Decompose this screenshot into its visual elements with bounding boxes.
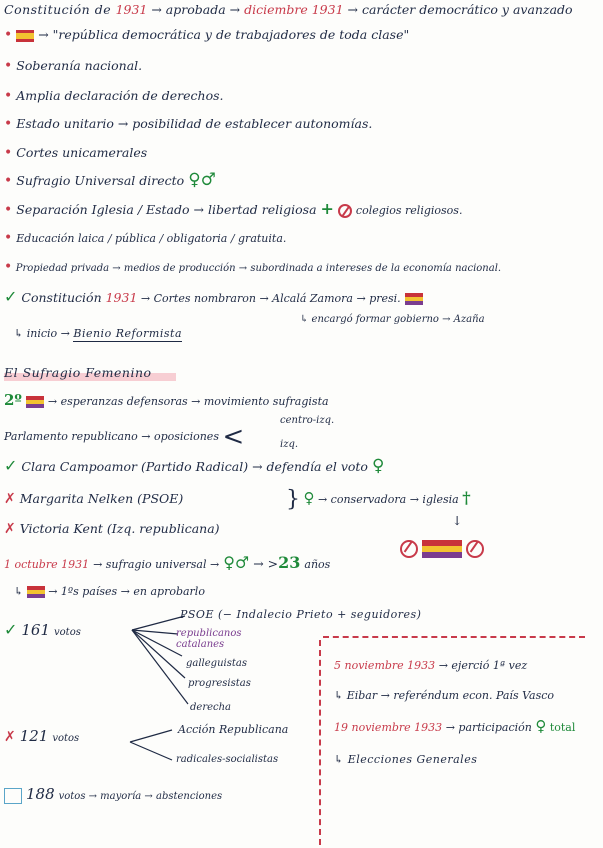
year: 1931 bbox=[115, 2, 148, 17]
text: Sufragio Universal directo bbox=[16, 173, 185, 188]
text: Constitución de bbox=[4, 2, 116, 17]
bullet-icon: • bbox=[4, 230, 13, 246]
text: Separación Iglesia / Estado → libertad religiosa bbox=[16, 202, 317, 217]
text: años bbox=[304, 558, 331, 571]
azana-line bbox=[300, 312, 485, 328]
bienio-line bbox=[14, 326, 182, 342]
bullet-line bbox=[4, 116, 372, 132]
eibar-line bbox=[334, 688, 554, 704]
bullet-line bbox=[4, 259, 501, 277]
check-icon: ✓ bbox=[4, 287, 18, 306]
text: → aprobada → bbox=[147, 2, 245, 17]
dashed-divider-left bbox=[319, 640, 321, 845]
text: → "república democrática y de trabajadores de toda clase" bbox=[38, 27, 410, 42]
cross-icon: ✗ bbox=[4, 521, 16, 537]
bienio-title: Bienio Reformista bbox=[73, 327, 183, 340]
check-icon: ✓ bbox=[4, 456, 18, 475]
bullet-icon: • bbox=[4, 259, 13, 275]
psoe-item bbox=[180, 607, 421, 623]
text: centro-izq. bbox=[280, 415, 335, 426]
nov5-line bbox=[334, 658, 527, 674]
bullet-republic bbox=[4, 27, 409, 43]
prohibited-icon bbox=[400, 540, 418, 558]
text: republicanos catalanes bbox=[176, 628, 242, 650]
votes-label: votos → mayoría → abstenciones bbox=[58, 791, 223, 802]
female-symbol-icon: ♀ bbox=[371, 456, 385, 476]
prohibited-icon bbox=[466, 540, 484, 558]
text: → carácter democrático y avanzado bbox=[343, 2, 573, 17]
text: total bbox=[549, 721, 576, 734]
section-title bbox=[4, 365, 152, 381]
vote-count: 121 bbox=[19, 727, 49, 745]
progressive-item bbox=[188, 676, 251, 692]
first-countries-line bbox=[14, 584, 205, 600]
text: Cortes unicamerales bbox=[16, 145, 148, 160]
bullet-icon: • bbox=[4, 58, 13, 74]
republic-flag-icon bbox=[405, 293, 423, 305]
text: Clara Campoamor (Partido Radical) → defendía el voto bbox=[21, 459, 368, 474]
elections-line bbox=[334, 752, 477, 768]
arrow: ↓ bbox=[452, 513, 463, 528]
text: → sufragio universal → bbox=[93, 558, 220, 571]
campoamor-line bbox=[4, 458, 384, 475]
votes-121 bbox=[4, 728, 79, 747]
republic-flag-icon bbox=[26, 396, 44, 408]
text: → ejerció 1ª vez bbox=[438, 659, 528, 672]
votes-161 bbox=[4, 622, 81, 641]
text: Soberanía nacional. bbox=[16, 58, 143, 73]
parliament-line bbox=[4, 422, 245, 452]
bullet-line bbox=[4, 145, 147, 161]
text: → participación bbox=[445, 721, 532, 734]
text: 2º bbox=[4, 391, 22, 409]
hopes-line bbox=[4, 392, 329, 410]
cross-icon: ✗ bbox=[4, 491, 16, 507]
conservative-line bbox=[286, 487, 471, 512]
bullet-line bbox=[4, 230, 286, 247]
bullet-icon: • bbox=[4, 27, 13, 43]
republic-flag-icon bbox=[27, 586, 45, 598]
text: progresistas bbox=[188, 678, 251, 689]
church-cross-icon: † bbox=[462, 488, 471, 507]
vote-count: 161 bbox=[21, 621, 51, 639]
text: Margarita Nelken (PSOE) bbox=[19, 491, 184, 506]
date: 5 noviembre 1933 bbox=[334, 659, 436, 672]
text: → Cortes nombraron → Alcalá Zamora → presi. bbox=[137, 292, 401, 305]
text: Educación laica / pública / obligatoria / gratuita. bbox=[16, 232, 287, 245]
date: diciembre 1931 bbox=[244, 2, 344, 17]
brace-icon: < bbox=[222, 422, 245, 452]
text: → 1ºs países → en aprobarlo bbox=[48, 585, 205, 598]
gender-symbols-icon: ♀♂ bbox=[188, 170, 216, 190]
text: izq. bbox=[280, 439, 299, 450]
republic-flag-icon bbox=[422, 540, 462, 558]
year: 1931 bbox=[105, 290, 138, 305]
bullet-icon: • bbox=[4, 202, 13, 218]
check-icon: ✓ bbox=[4, 620, 18, 639]
text: galleguistas bbox=[186, 658, 247, 669]
cross-icon: ✗ bbox=[4, 729, 16, 745]
bullet-line bbox=[4, 172, 216, 189]
empty-box-icon bbox=[4, 788, 22, 804]
fan-arrows-icon bbox=[130, 612, 190, 712]
text: ↳ encargó formar gobierno → Azaña bbox=[300, 314, 485, 325]
date: 19 noviembre 1933 bbox=[334, 721, 443, 734]
text: Constitución bbox=[21, 290, 106, 305]
text: → > bbox=[253, 556, 279, 571]
catalan-item bbox=[176, 628, 256, 650]
gender-symbols-icon: ♀♂ bbox=[223, 553, 250, 572]
text: derecha bbox=[190, 702, 232, 713]
text: ↳ Eibar → referéndum econ. País Vasco bbox=[334, 689, 554, 702]
votes-188 bbox=[4, 786, 222, 805]
bullet-icon: • bbox=[4, 145, 13, 161]
plus-icon: + bbox=[320, 199, 334, 218]
age-number: 23 bbox=[278, 553, 301, 572]
text: Estado unitario → posibilidad de establecer autonomías. bbox=[16, 116, 373, 131]
female-symbol-icon: ♀ bbox=[303, 489, 315, 507]
text: colegios religiosos. bbox=[355, 204, 463, 217]
bullet-line bbox=[4, 88, 224, 104]
bullet-icon: • bbox=[4, 173, 13, 189]
votes-label: votos bbox=[54, 627, 81, 638]
female-symbol-icon: ♀ bbox=[535, 717, 547, 735]
vote-count: 188 bbox=[25, 785, 55, 803]
text: Acción Republicana bbox=[178, 723, 289, 736]
text: Parlamento republicano → oposiciones bbox=[4, 430, 219, 443]
october-line bbox=[4, 555, 330, 573]
nov19-line bbox=[334, 718, 575, 736]
text: El Sufragio Femenino bbox=[4, 365, 152, 380]
accion-item bbox=[178, 722, 288, 738]
right-item bbox=[190, 700, 231, 716]
text: radicales-socialistas bbox=[176, 754, 279, 765]
votes-label: votos bbox=[52, 733, 80, 744]
nelken-line bbox=[4, 491, 183, 507]
text: PSOE (− Indalecio Prieto + seguidores) bbox=[180, 608, 422, 621]
date: 1 octubre 1931 bbox=[4, 558, 90, 571]
bullet-line bbox=[4, 58, 142, 74]
no-republic-group bbox=[400, 540, 484, 558]
constitution-heading bbox=[4, 2, 573, 18]
center-left bbox=[280, 413, 334, 429]
kent-line bbox=[4, 521, 220, 537]
bullet-line bbox=[4, 201, 462, 219]
left bbox=[280, 437, 298, 453]
text: → conservadora → iglesia bbox=[317, 493, 459, 506]
galician-item bbox=[186, 656, 247, 672]
bullet-icon: • bbox=[4, 116, 13, 132]
return-arrow-icon: ↳ bbox=[14, 585, 24, 598]
text: → esperanzas defensoras → movimiento sufragista bbox=[47, 395, 329, 408]
text: ↳ Elecciones Generales bbox=[334, 753, 478, 766]
prohibited-icon bbox=[338, 204, 352, 218]
dashed-divider-top bbox=[323, 636, 585, 638]
text: ↳ inicio → bbox=[14, 327, 70, 340]
fork-arrows-icon bbox=[128, 726, 178, 766]
text: Victoria Kent (Izq. republicana) bbox=[19, 521, 220, 536]
constitution-cortes bbox=[4, 289, 423, 307]
text: Amplia declaración de derechos. bbox=[16, 88, 224, 103]
bullet-icon: • bbox=[4, 88, 13, 104]
brace-icon: } bbox=[286, 487, 300, 512]
down-arrow-icon bbox=[452, 513, 462, 529]
text: Propiedad privada → medios de producción → subordinada a intereses de la economía nacional. bbox=[15, 263, 502, 274]
radicals-item bbox=[176, 752, 278, 768]
spain-flag-icon bbox=[16, 30, 34, 42]
